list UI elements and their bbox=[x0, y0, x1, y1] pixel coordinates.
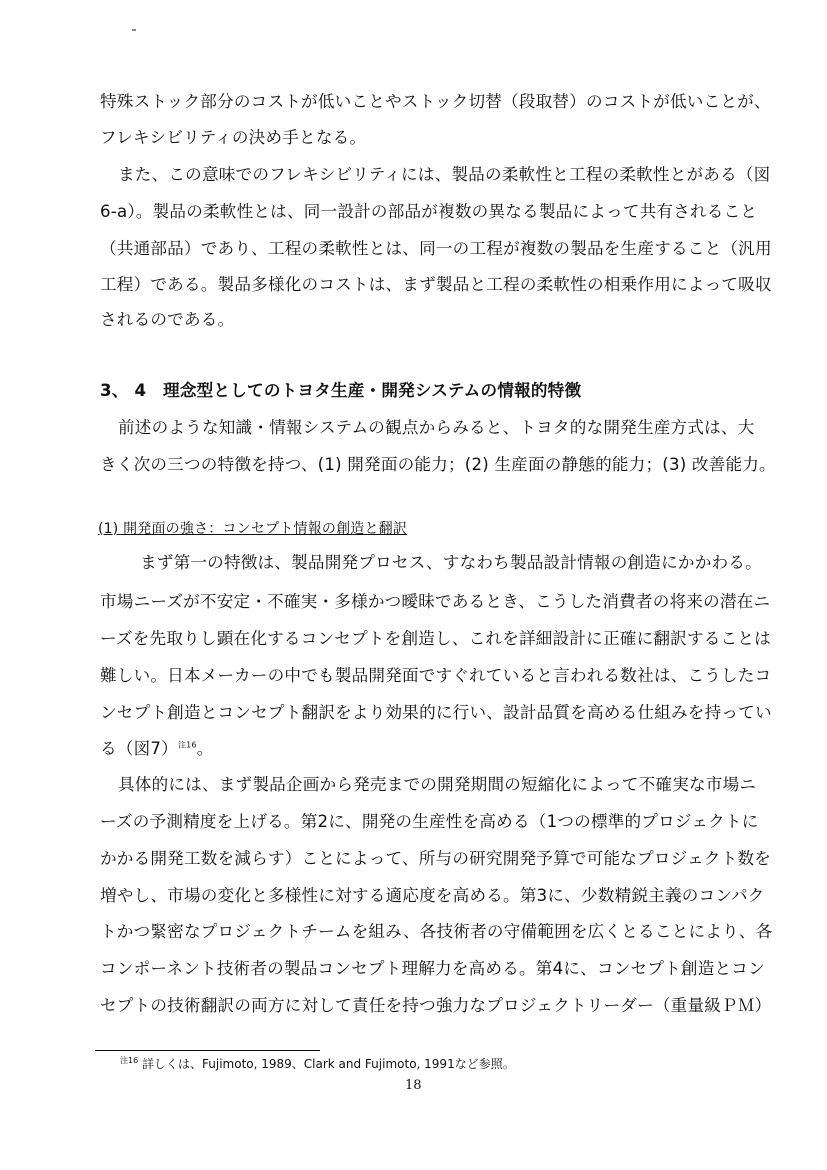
paragraph2-line3: （共通部品）であり、工程の柔軟性とは、同一の工程が複数の製品を生産すること（汎用 bbox=[100, 239, 772, 258]
paragraph5-line5: トかつ緊密なプロジェクトチームを組み、各技術者の守備範囲を広くとることにより、各 bbox=[100, 922, 773, 941]
footnote-mark: 注16 bbox=[120, 1056, 139, 1065]
paragraph2-line4: 工程）である。製品多様化のコストは、まず製品と工程の柔軟性の相乗作用によって吸収 bbox=[100, 275, 772, 294]
paragraph4-line6 bbox=[100, 735, 214, 759]
paragraph4-line3: ーズを先取りし顕在化するコンセプトを創造し、これを詳細設計に正確に翻訳することは bbox=[100, 629, 771, 648]
paragraph2-line5: されるのである。 bbox=[100, 310, 235, 329]
footnote-reference: 注16 bbox=[177, 740, 197, 750]
page-number: 18 bbox=[405, 1078, 422, 1093]
paragraph2-line1: また、この意味でのフレキシビリティには、製品の柔軟性と工程の柔軟性とがある（図 bbox=[118, 165, 771, 184]
footnote-divider bbox=[95, 1050, 320, 1051]
paragraph4-line5: ンセプト創造とコンセプト翻訳をより効果的に行い、設計品質を高める仕組みを持ってい bbox=[100, 703, 772, 722]
paragraph4-line2: 市場ニーズが不安定・不確実・多様かつ曖昧であるとき、こうした消費者の将来の潜在ニ bbox=[100, 592, 771, 611]
paragraph5-line6: コンポーネント技術者の製品コンセプト理解力を高める。第4に、コンセプト創造とコン bbox=[100, 959, 765, 978]
paragraph1-line2: フレキシビリティの決め手となる。 bbox=[100, 128, 367, 147]
section-heading: 3、 4 理念型としてのトヨタ生産・開発システムの情報的特徴 bbox=[100, 381, 582, 400]
paragraph3-line2: きく次の三つの特徴を持つ、(1) 開発面の能力；(2) 生産面の静態的能力；(3) 改善能力。 bbox=[100, 455, 776, 474]
paragraph1-line1: 特殊ストック部分のコストが低いことやストック切替（段取替）のコストが低いことが、 bbox=[100, 92, 771, 111]
paragraph5-line3: かかる開発工数を減らす）ことによって、所与の研究開発予算で可能なプロジェクト数を bbox=[100, 849, 772, 868]
footnote bbox=[120, 1055, 515, 1072]
paragraph5-line4: 増やし、市場の変化と多様性に対する適応度を高める。第3に、少数精鋭主義のコンパク bbox=[100, 886, 765, 905]
paragraph5-line1: 具体的には、まず製品企画から発売までの開発期間の短縮化によって不確実な市場ニ bbox=[118, 775, 757, 794]
paragraph4-line6-text: る（図7） bbox=[100, 739, 178, 758]
subheading: (1) 開発面の強さ：コンセプト情報の創造と翻訳 bbox=[98, 521, 408, 537]
footnote-text: 詳しくは、Fujimoto, 1989、Clark and Fujimoto, 1991など参照。 bbox=[142, 1057, 515, 1071]
paragraph5-line7: セプトの技術翻訳の両方に対して責任を持つ強力なプロジェクトリーダー（重量級ＰＭ） bbox=[100, 996, 772, 1015]
paragraph3-line1: 前述のような知識・情報システムの観点からみると、トヨタ的な開発生産方式は、大 bbox=[118, 418, 755, 437]
paragraph2-line2: 6-a）。製品の柔軟性とは、同一設計の部品が複数の異なる製品によって共有されること bbox=[100, 202, 758, 221]
scan-speck bbox=[132, 29, 136, 31]
paragraph4-line4: 難しい。日本メーカーの中でも製品開発面ですぐれていると言われる数社は、こうしたコ bbox=[100, 666, 772, 685]
paragraph5-line2: ーズの予測精度を上げる。第2に、開発の生産性を高める（1つの標準的プロジェクトに bbox=[100, 812, 759, 831]
paragraph4-line1: まず第一の特徴は、製品開発プロセス、すなわち製品設計情報の創造にかかわる。 bbox=[140, 553, 762, 572]
paragraph4-end: 。 bbox=[196, 739, 214, 758]
